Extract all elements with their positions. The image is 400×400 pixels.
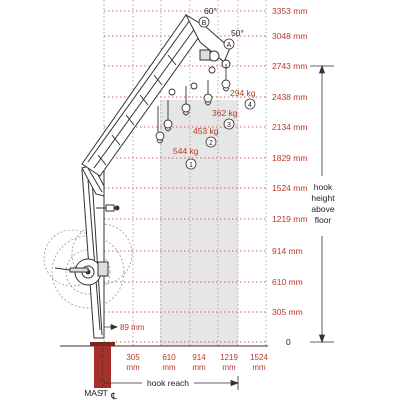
load-position-number: 3 <box>227 122 231 129</box>
load-position-number: 4 <box>248 102 252 109</box>
load-weight: 362 kg <box>212 108 238 118</box>
reach-label: 1524 <box>250 353 268 362</box>
height-label: 3353 mm <box>272 6 308 16</box>
reach-label: 1219 <box>220 353 238 362</box>
reach-scale <box>126 353 268 372</box>
angle-b-letter: B <box>201 20 207 27</box>
angle-b-value: 60° <box>204 6 217 16</box>
load-position-number: 1 <box>189 162 193 169</box>
height-label: 914 mm <box>272 246 303 256</box>
hook-height-title-line: floor <box>314 215 332 225</box>
reach-label: mm <box>252 363 266 372</box>
load-position-number: 2 <box>209 140 213 147</box>
reach-envelope-shade <box>160 100 238 346</box>
offset-dimension <box>104 325 117 330</box>
centerline-symbol: ℄ <box>111 391 117 400</box>
reach-label: 914 <box>192 353 206 362</box>
mast-label: MAST <box>84 388 108 398</box>
angle-a-value: 50° <box>231 28 244 38</box>
load-weight: 544 kg <box>173 146 199 156</box>
height-label: 2438 mm <box>272 92 308 102</box>
height-label: 2134 mm <box>272 122 308 132</box>
reach-label: mm <box>126 363 140 372</box>
height-label: 1219 mm <box>272 214 308 224</box>
height-label: 0 <box>286 337 291 347</box>
reach-label: mm <box>192 363 206 372</box>
height-scale <box>272 6 307 347</box>
height-label: 3048 mm <box>272 31 308 41</box>
load-weight: 453 kg <box>193 126 219 136</box>
load-weight: 294 kg <box>230 88 256 98</box>
reach-label: 305 <box>126 353 140 362</box>
reach-label: mm <box>222 363 236 372</box>
reach-label: 610 <box>162 353 176 362</box>
hook-height-title-line: above <box>311 204 335 214</box>
height-label: 2743 mm <box>272 61 308 71</box>
hook-height-title-line: hook <box>313 182 333 192</box>
height-label: 1524 mm <box>272 183 308 193</box>
reach-label: mm <box>162 363 176 372</box>
hook-height-title-line: height <box>311 193 335 203</box>
offset-label: 89 mm <box>120 323 145 332</box>
hook-reach-title: hook reach <box>146 378 190 388</box>
hook-height-title <box>311 182 335 225</box>
angle-a-letter: A <box>226 42 232 49</box>
height-label: 1829 mm <box>272 153 308 163</box>
height-label: 610 mm <box>272 277 303 287</box>
height-label: 305 mm <box>272 307 303 317</box>
